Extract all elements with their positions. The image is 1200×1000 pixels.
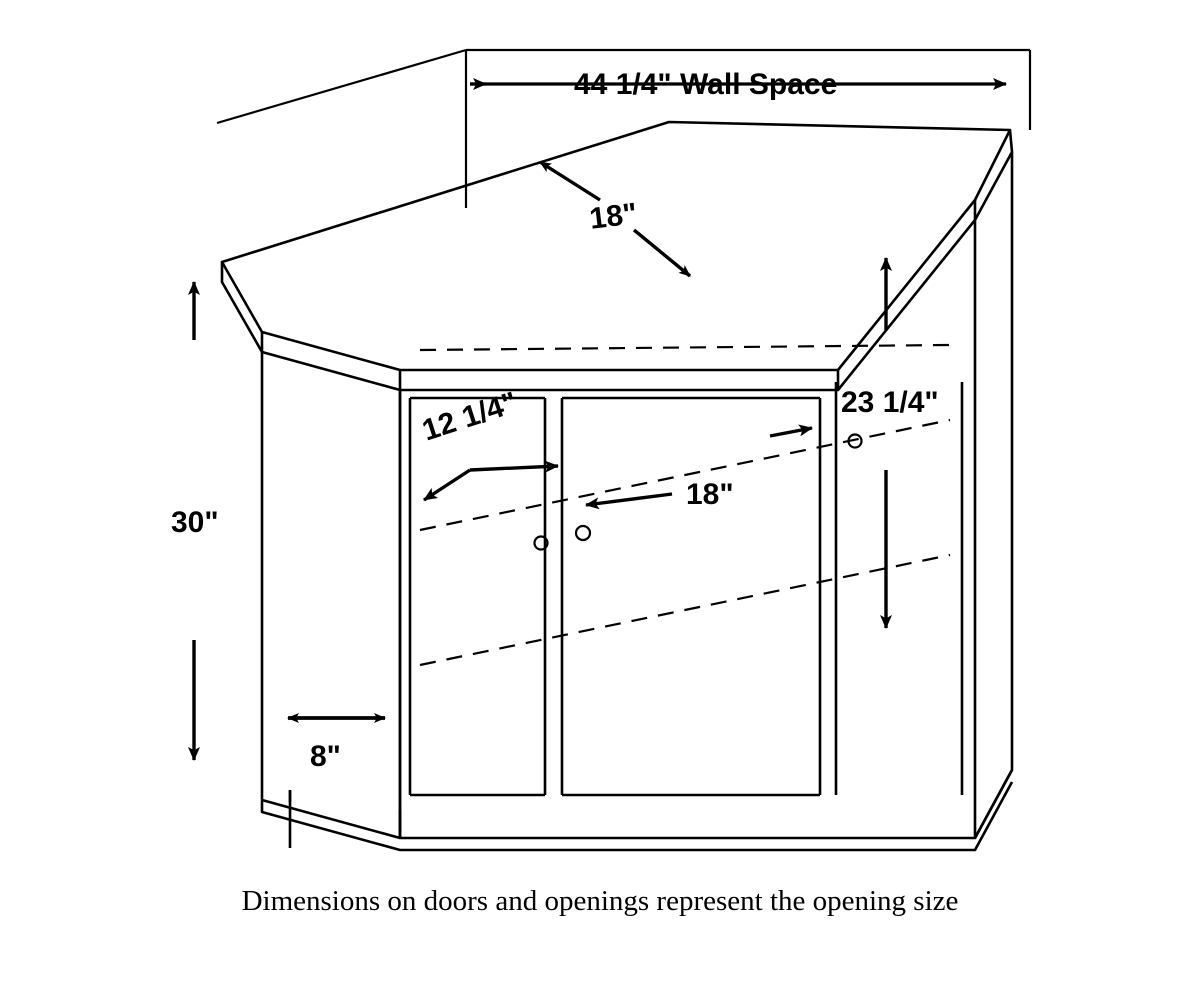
arrow-center-opening-left xyxy=(586,494,672,505)
center-door-panel xyxy=(562,398,820,795)
dimension-label-overall-height: 30" xyxy=(171,506,219,539)
knob-center-door xyxy=(576,526,590,540)
countertop-edge-front xyxy=(222,130,1012,390)
toe-kick xyxy=(290,790,400,848)
arrow-center-opening-right xyxy=(770,428,812,436)
dimension-label-wall-space: 44 1/4" Wall Space xyxy=(574,68,838,101)
dimension-label-toe-kick-width: 8" xyxy=(310,740,341,773)
dimension-label-center-opening: 18" xyxy=(686,478,734,511)
left-door-panel xyxy=(410,398,545,795)
arrow-depth-lower xyxy=(634,230,690,276)
right-door-panel xyxy=(836,382,962,795)
figure-caption: Dimensions on doors and openings represent the opening size xyxy=(241,885,959,917)
arrow-left-opening-left xyxy=(424,470,470,500)
dimension-arrows xyxy=(194,84,1006,760)
dimension-label-opening-height: 23 1/4" xyxy=(841,386,939,419)
dimension-label-depth-top: 18" xyxy=(587,197,640,236)
cabinet-face-front xyxy=(400,220,975,838)
countertop-top-surface xyxy=(222,122,1010,370)
dimension-label-left-opening: 12 1/4" xyxy=(418,385,522,448)
arrow-depth-upper xyxy=(540,162,600,200)
